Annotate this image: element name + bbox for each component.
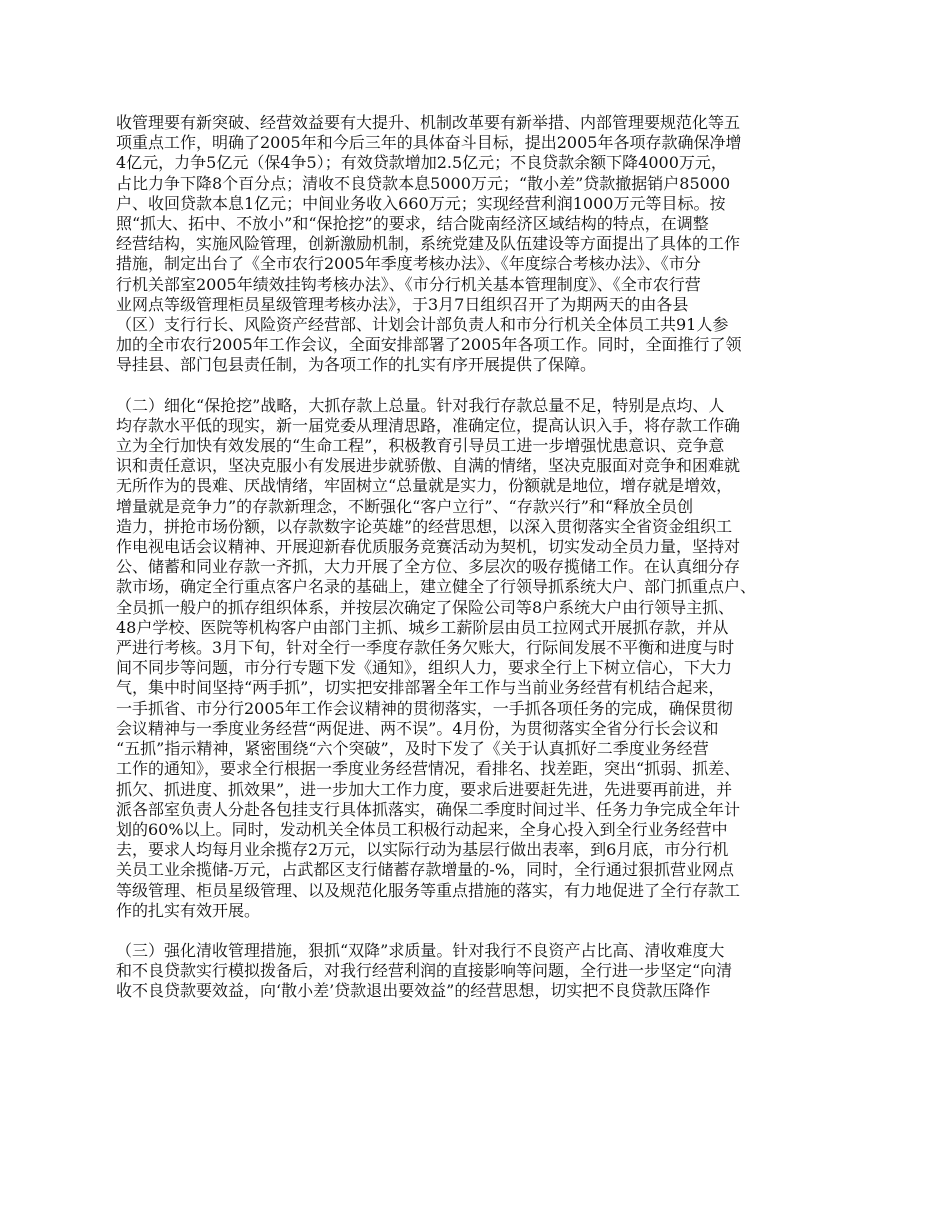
paragraph-2: （二）细化“保抢挖”战略，大抓存款上总量。针对我行存款总量不足，特别是点均、人 均存款水平低的现实，新一届党委从理清思路，准确定位，提高认识入手，将存款工作确 立为全行加快有效发展的“生命工程”，积极教育引导员工进一步增强忧患意识、竞争意 识和责任意识，坚决克服小有发展进步就骄傲、自满的情绪，坚决克服面对竞争和困难就 无所作为的畏难、厌战情绪，牢固树立“总量就是实力，份额就是地位，增存就是增效， 增量就是竞争力”的存款新理念，不断强化“客户立行”、“存款兴行”和“释放全员创 造力，拼抢市场份额，以存款数字论英雄”的经营思想，以深入贯彻落实全省资金组织工 作电视电话会议精神、开展迎新春优质服务竞赛活动为契机，切实发动全员力量，坚持对 公、储蓄和同业存款一齐抓，大力开展了全方位、多层次的吸存揽储工作。在认真细分存 款市场，确定全行重点客户名录的基础上，建立健全了行领导抓系统大户、部门抓重点户、 全员抓一般户的抓存组织体系，并按层次确定了保险公司等8户系统大户由行领导主抓、 48户学校、医院等机构客户由部门主抓、城乡工薪阶层由员工拉网式开展抓存款，并从 严进行考核。3月下旬，针对全行一季度存款任务欠账大，行际间发展不平衡和进度与时 间不同步等问题，市分行专题下发《通知》，组织人力，要求全行上下树立信心，下大力 气，集中时间坚持“两手抓”，切实把安排部署全年工作与当前业务经营有机结合起来， 一手抓省、市分行2005年工作会议精神的贯彻落实，一手抓各项任务的完成，确保贯彻 会议精神与一季度业务经营“两促进、两不误”。4月份，为贯彻落实全省分行长会议和 “五抓”指示精神，紧密围绕“六个突破”，及时下发了《关于认真抓好二季度业务经营 工作的通知》，要求全行根据一季度业务经营情况，看排名、找差距，突出“抓弱、抓差、 抓欠、抓进度、抓效果”，进一步加大工作力度，要求后进要赶先进，先进要再前进，并 派各部室负责人分赴各包挂支行具体抓落实，确保二季度时间过半、任务力争完成全年计 划的60%以上。同时，发动机关全体员工积极行动起来，全身心投入到全行业务经营中 去，要求人均每月业余揽存2万元，以实际行动为基层行做出表率，到6月底，市分行机 关员工业余揽储-万元，占武都区支行储蓄存款增量的-%，同时，全行通过狠抓营业网点 等级管理、柜员星级管理、以及规范化服务等重点措施的落实，有力地促进了全行存款工 作的扎实有效开展。 [116,395,757,920]
paragraph-1: 收管理要有新突破、经营效益要有大提升、机制改革要有新举措、内部管理要规范化等五 项重点工作，明确了2005年和今后三年的具体奋斗目标，提出2005年各项存款确保净增 4亿元，力争5亿元（保4争5）；有效贷款增加2.5亿元；不良贷款余额下降4000万元， 占比力争下降8个百分点；清收不良贷款本息5000万元；“散小差”贷款撤据销户85000 户、收回贷款本息1亿元；中间业务收入660万元；实现经营利润1000万元等目标。按 照“抓大、拓中、不放小”和“保抢挖”的要求，结合陇南经济区域结构的特点，在调整 经营结构，实施风险管理，创新激励机制，系统党建及队伍建设等方面提出了具体的工作 措施，制定出台了《全市农行2005年季度考核办法》、《年度综合考核办法》、《市分 行机关部室2005年绩效挂钩考核办法》、《市分行机关基本管理制度》、《全市农行营 业网点等级管理柜员星级管理考核办法》，于3月7日组织召开了为期两天的由各县 （区）支行行长、风险资产经营部、计划会计部负责人和市分行机关全体员工共91人参 加的全市农行2005年工作会议，全面安排部署了2005年各项工作。同时，全面推行了领 导挂县、部门包县责任制，为各项工作的扎实有序开展提供了保障。 [116,113,742,375]
paragraph-3: （三）强化清收管理措施，狠抓“双降”求质量。针对我行不良资产占比高、清收难度大 和不良贷款实行模拟拨备后，对我行经营利润的直接影响等问题，全行进一步坚定“向清 收不良贷款要效益，向‘散小差’贷款退出要效益”的经营思想，切实把不良贷款压降作 [116,940,733,1001]
document-body [116,113,852,1002]
